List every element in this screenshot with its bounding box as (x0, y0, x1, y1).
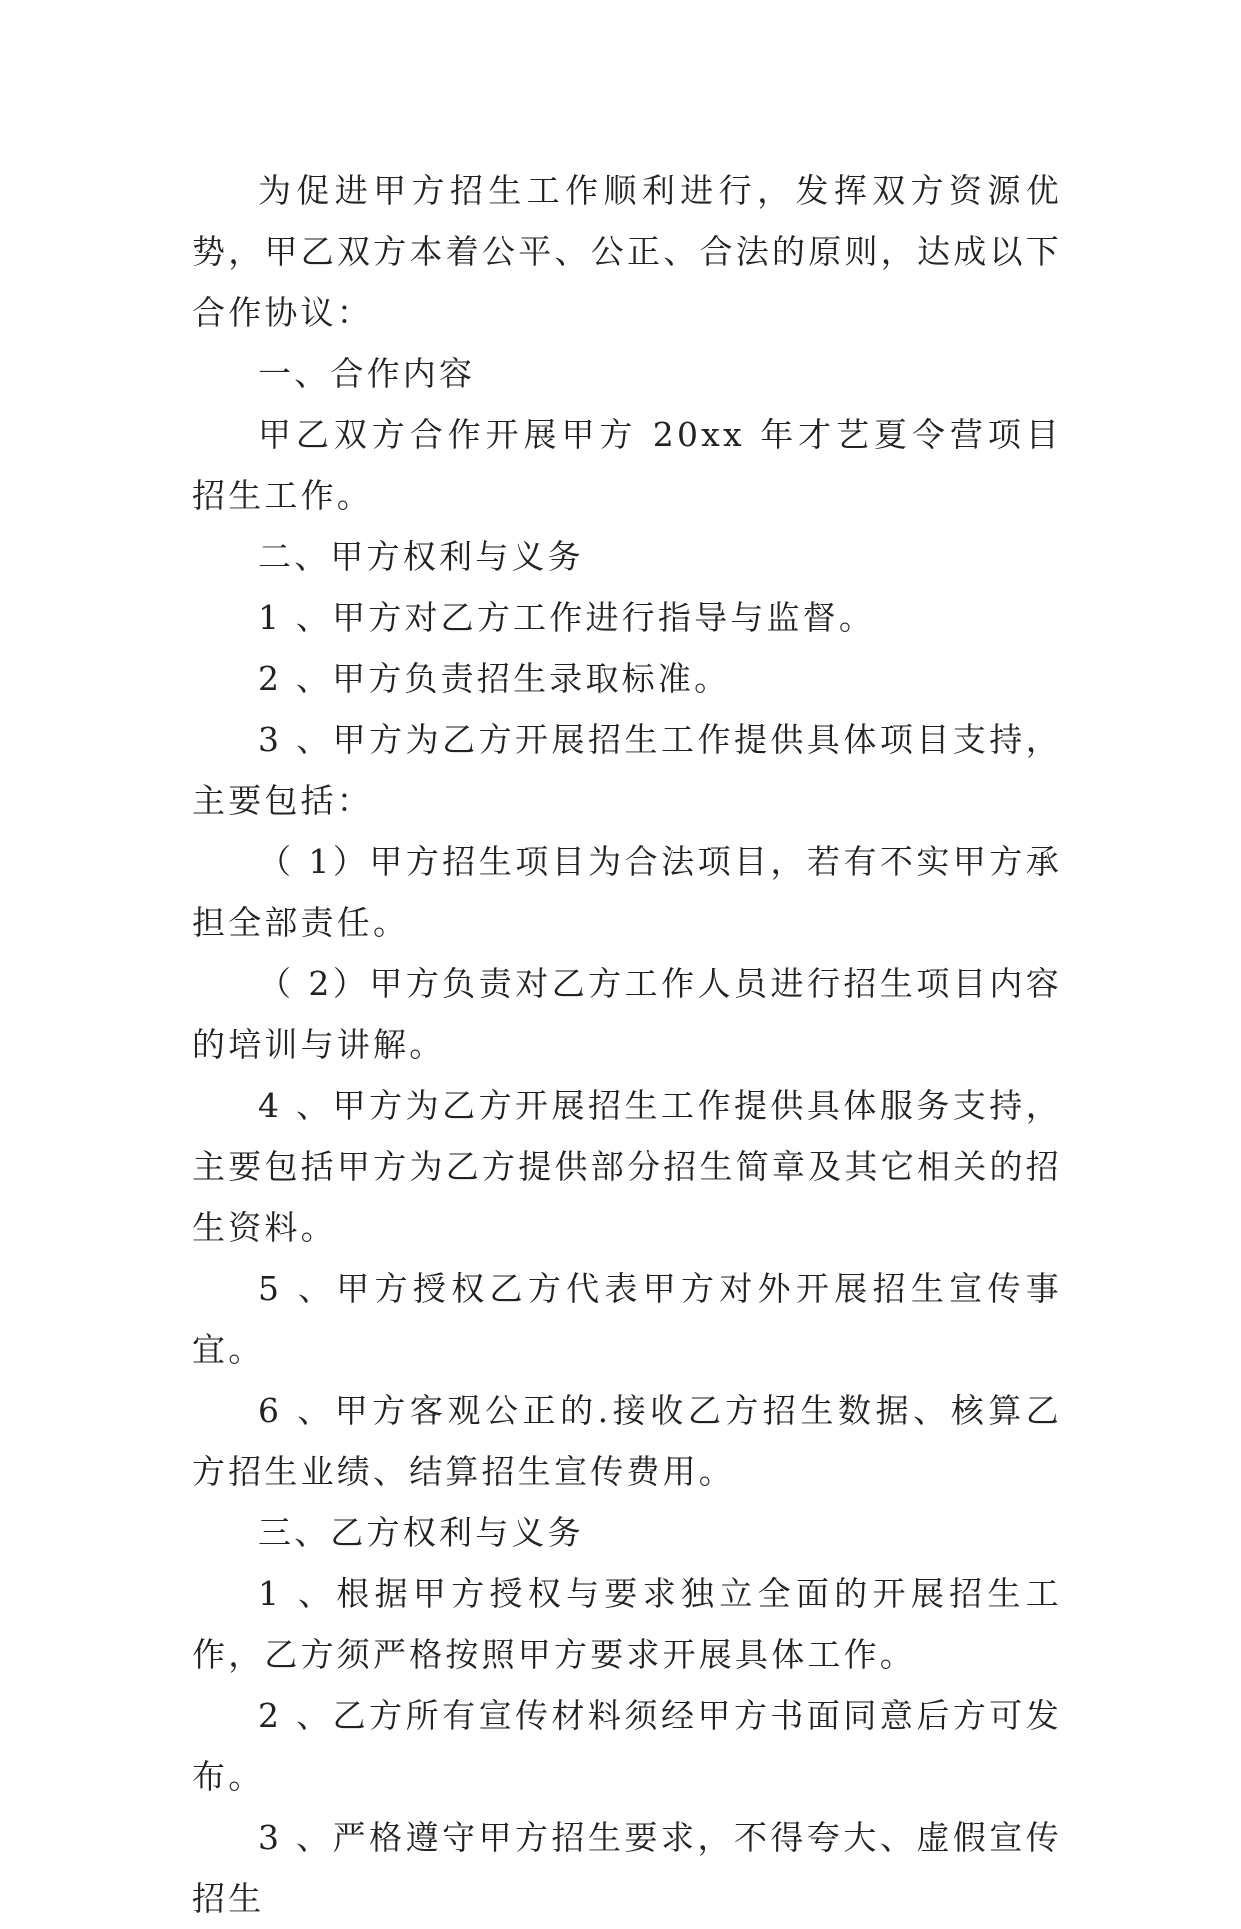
paragraph-party-a-item-3-sub-2: （ 2）甲方负责对乙方工作人员进行招生项目内容的培训与讲解。 (192, 964, 1062, 1064)
paragraph-party-a-item-5: 5 、甲方授权乙方代表甲方对外开展招生宣传事宜。 (192, 1269, 1062, 1369)
section-heading-party-b-rights: 三、乙方权利与义务 (258, 1513, 584, 1552)
paragraph-party-a-item-1: 1 、甲方对乙方工作进行指导与监督。 (258, 598, 876, 637)
paragraph-party-a-item-6: 6 、甲方客观公正的.接收乙方招生数据、核算乙方招生业绩、结算招生宣传费用。 (192, 1391, 1062, 1491)
section-heading-cooperation-content: 一、合作内容 (258, 354, 476, 393)
document-body (192, 160, 1062, 1929)
paragraph-party-a-item-2: 2 、甲方负责招生录取标准。 (258, 659, 731, 698)
paragraph-party-a-item-3-sub-1: （ 1）甲方招生项目为合法项目，若有不实甲方承担全部责任。 (192, 842, 1062, 942)
paragraph-party-b-item-3: 3 、严格遵守甲方招生要求，不得夸大、虚假宣传招生 (192, 1818, 1062, 1918)
paragraph-cooperation-content: 甲乙双方合作开展甲方 20xx 年才艺夏令营项目招生工作。 (192, 415, 1062, 515)
paragraph-party-b-item-2: 2 、乙方所有宣传材料须经甲方书面同意后方可发布。 (192, 1696, 1062, 1796)
paragraph-party-a-item-3: 3 、甲方为乙方开展招生工作提供具体项目支持，主要包括： (192, 720, 1062, 820)
paragraph-party-a-item-4: 4 、甲方为乙方开展招生工作提供具体服务支持，主要包括甲方为乙方提供部分招生简章及其它相关的招生资料。 (192, 1086, 1062, 1247)
paragraph-party-b-item-1: 1 、根据甲方授权与要求独立全面的开展招生工作，乙方须严格按照甲方要求开展具体工作。 (192, 1574, 1062, 1674)
section-heading-party-a-rights: 二、甲方权利与义务 (258, 537, 584, 576)
paragraph-intro: 为促进甲方招生工作顺利进行，发挥双方资源优势，甲乙双方本着公平、公正、合法的原则，达成以下合作协议： (192, 171, 1062, 332)
